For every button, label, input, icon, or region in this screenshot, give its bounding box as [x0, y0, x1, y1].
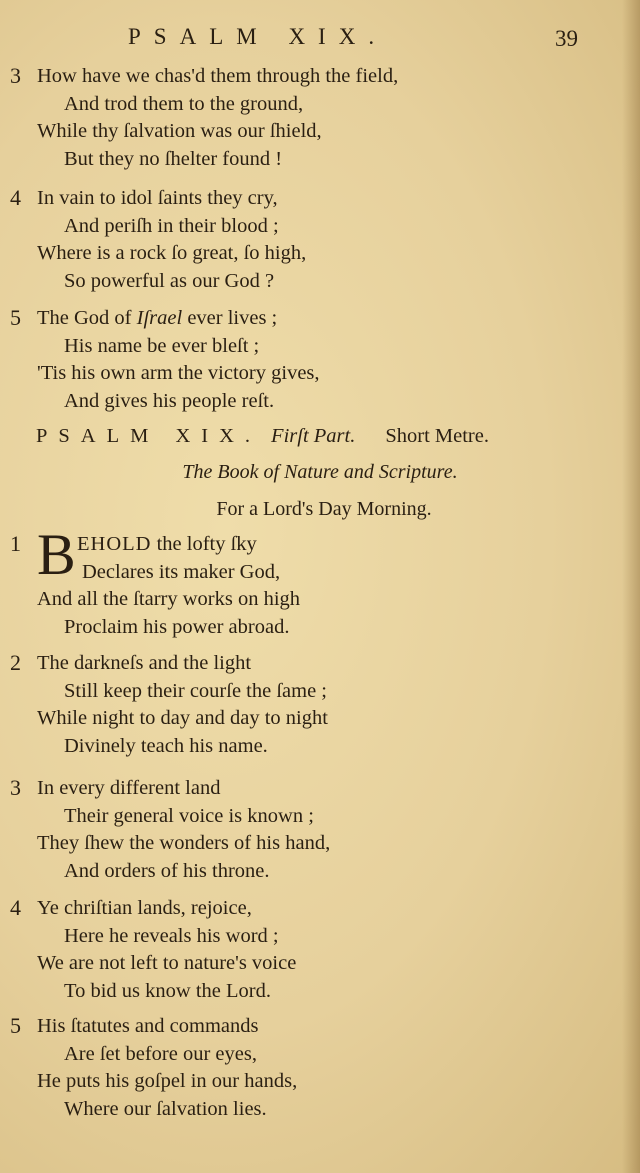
stanza-number: 4	[10, 895, 21, 920]
verse-line: They ſhew the wonders of his hand,	[37, 832, 331, 854]
psalm-title	[36, 425, 489, 448]
verse-line: Declares its maker God,	[82, 560, 281, 583]
stanza-number: 3	[10, 775, 21, 800]
verse-line: Still keep their courſe the ſame ;	[64, 679, 327, 702]
verse-line: And trod them to the ground,	[64, 92, 304, 115]
verse-line: He puts his goſpel in our hands,	[37, 1070, 298, 1092]
verse-line: Their general voice is known ;	[64, 804, 314, 827]
verse-line	[0, 531, 640, 559]
verse-line: We are not left to nature's voice	[37, 952, 297, 974]
verse-line: To bid us know the Lord.	[64, 979, 271, 1002]
stanza-number: 5	[10, 1013, 21, 1038]
stanza-1	[0, 531, 640, 641]
verse-line: Where is a rock ſo great, ſo high,	[37, 242, 307, 264]
verse-line: And orders of his throne.	[64, 859, 270, 882]
stanza-number: 4	[10, 185, 21, 210]
verse-line: While night to day and day to night	[37, 707, 328, 729]
stanza-4-continued	[0, 185, 640, 295]
stanza-5	[0, 1013, 640, 1123]
verse-line: Divinely teach his name.	[64, 734, 268, 757]
stanza-4	[0, 895, 640, 1005]
verse-line: So powerful as our God ?	[64, 269, 275, 292]
verse-italic-name: Iſrael	[136, 307, 183, 329]
stanza-5-continued	[0, 305, 640, 415]
page-header	[0, 24, 640, 58]
verse-line: His name be ever bleſt ;	[64, 334, 260, 357]
verse-line: Ye chriſtian lands, rejoice,	[37, 897, 252, 919]
stanza-3-continued	[0, 63, 640, 173]
psalm-subtitle: The Book of Nature and Scripture.	[182, 461, 458, 483]
stanza-3	[0, 775, 640, 885]
verse-line: Are ſet before our eyes,	[64, 1042, 257, 1065]
verse-line: The darkneſs and the light	[37, 652, 252, 674]
verse-line: Proclaim his power abroad.	[64, 615, 290, 638]
running-head: PSALM XIX.	[128, 24, 388, 49]
psalm-title-part: Firſt Part.	[271, 425, 356, 447]
verse-line: While thy ſalvation was our ſhield,	[37, 120, 322, 142]
verse-text: The God of	[37, 307, 137, 329]
drop-cap: B	[37, 522, 76, 587]
verse-line: Where our ſalvation lies.	[64, 1097, 267, 1120]
verse-line: And periſh in their blood ;	[64, 214, 279, 237]
verse-line: But they no ſhelter found !	[64, 147, 283, 170]
psalm-title-metre: Short Metre.	[385, 425, 489, 447]
verse-line: His ſtatutes and commands	[37, 1015, 259, 1037]
verse-line: In every different land	[37, 777, 221, 799]
stanza-2	[0, 650, 640, 760]
page-number: 39	[555, 26, 578, 51]
verse-line: In vain to idol ſaints they cry,	[37, 187, 278, 209]
verse-line: How have we chas'd them through the field,	[37, 65, 399, 87]
verse-line: 'Tis his own arm the victory gives,	[37, 362, 320, 384]
verse-line: Here he reveals his word ;	[64, 924, 279, 947]
verse-line: And gives his people reſt.	[64, 389, 275, 412]
stanza-number: 2	[10, 650, 21, 675]
verse-text: ever lives ;	[182, 307, 278, 329]
stanza-number: 3	[10, 63, 21, 88]
stanza-number: 5	[10, 305, 21, 330]
stanza-number: 1	[10, 531, 21, 556]
psalm-occasion: For a Lord's Day Morning.	[216, 498, 432, 520]
verse-line	[0, 305, 640, 333]
verse-text: the lofty ſky	[151, 533, 257, 555]
psalm-title-name: PSALM XIX.	[36, 425, 262, 447]
verse-line: And all the ſtarry works on high	[37, 588, 301, 610]
verse-first-word: EHOLD	[77, 533, 152, 555]
